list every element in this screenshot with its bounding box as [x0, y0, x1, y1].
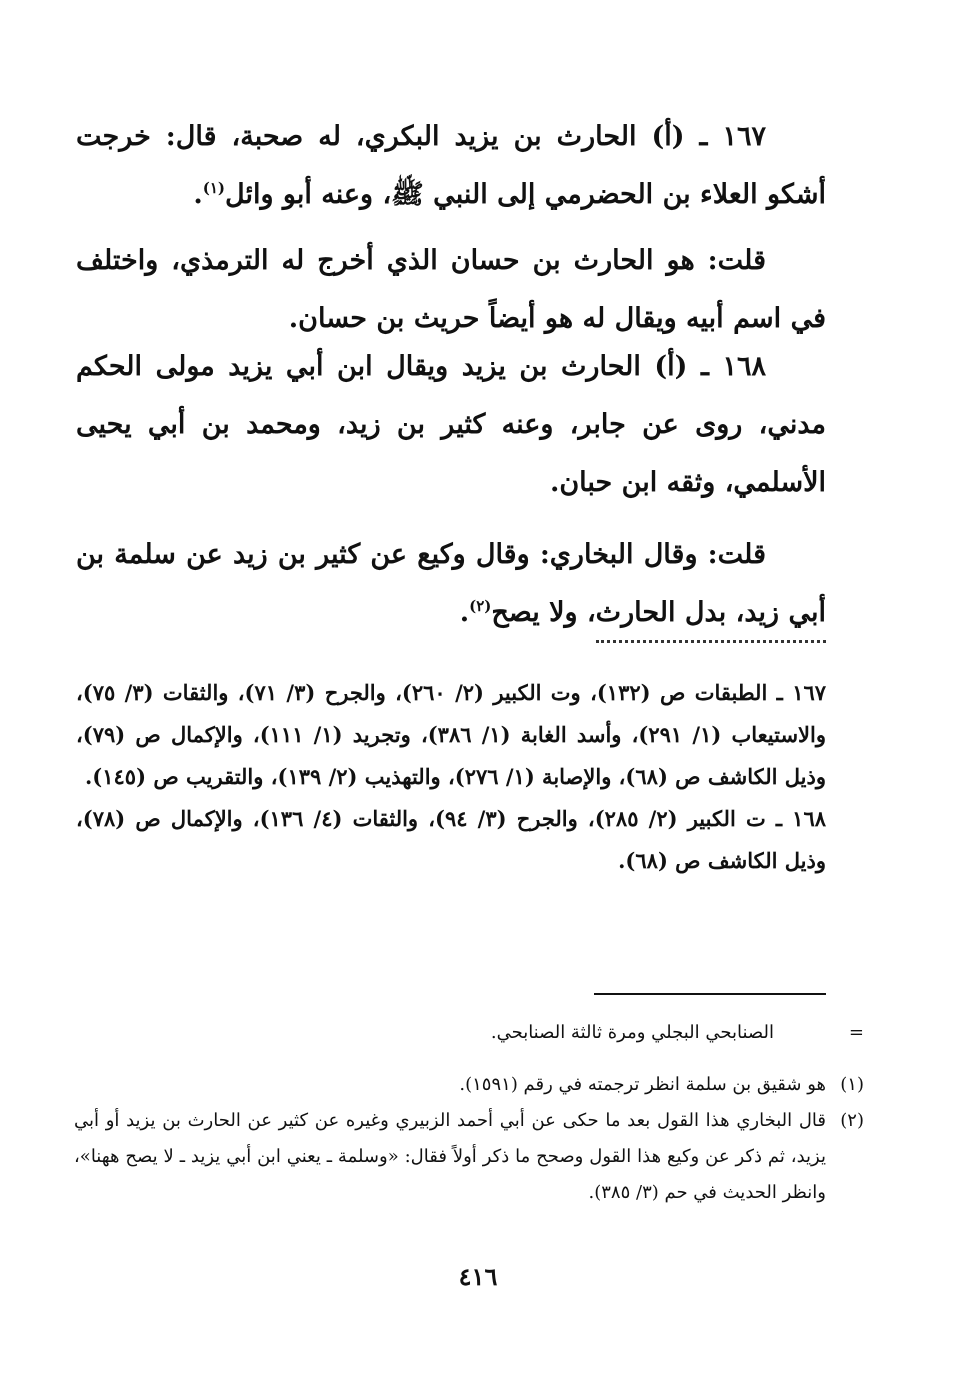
entry-167-note: قلت: هو الحارث بن حسان الذي أخرج له الترمذي، واختلف في اسم أبيه ويقال له هو أيضاً حريث بن حسان.: [76, 245, 826, 334]
entry-167-paragraph: [76, 108, 826, 224]
footnote-continuation: [74, 1015, 864, 1051]
footnotes-block: [74, 1015, 864, 1211]
continuation-text: الصنابحي البجلي ومرة ثالثة الصنابحي.: [490, 1022, 774, 1043]
page-number: ٤١٦: [458, 1262, 498, 1291]
entry-168: [76, 338, 826, 642]
reference-167: ١٦٧ ـ الطبقات ص (١٣٢)، وت الكبير (٢/ ٢٦٠)، والجرح (٣/ ٧١)، والثقات (٣/ ٧٥)، والاستيعاب (١/ ٢٩١)، وأسد الغابة (١/ ٣٨٦)، وتجريد (١/ ١١١)، والإكمال ص (٧٩)، وذيل الكاشف ص (٦٨)، والإصابة (١/ ٢٧٦)، والتهذيب (٢/ ١٣٩)، والتقريب ص (١٤٥).: [76, 680, 827, 789]
footnote-2: [74, 1103, 864, 1211]
footnote-2-number: (٢): [840, 1110, 864, 1131]
footnote-ref-2[interactable]: (٢): [469, 597, 492, 615]
footnote-1-number: (١): [840, 1074, 864, 1095]
footnote-1-text: هو شقيق بن سلمة انظر ترجمته في رقم (١٥٩١).: [459, 1074, 826, 1095]
footnote-1: [74, 1067, 864, 1103]
entry-167-tail: .: [193, 179, 203, 210]
footnote-rule: [594, 993, 826, 995]
entry-168-paragraph: ١٦٨ ـ (أ) الحارث بن يزيد ويقال ابن أبي يزيد مولى الحكم مدني، روى عن جابر، وعنه كثير بن زيد، ومحمد بن أبي يحيى الأسلمي، وثقه ابن حبان.: [76, 351, 826, 498]
entry-168-note: [76, 526, 826, 642]
entry-168-note-text: قلت: وقال البخاري: وقال وكيع عن كثير بن زيد عن سلمة بن أبي زيد، بدل الحارث، ولا يصح: [76, 539, 826, 628]
entry-168-tail: .: [459, 597, 470, 628]
footnote-ref-1[interactable]: (١): [202, 179, 226, 197]
references-block: [76, 672, 826, 882]
reference-168: ١٦٨ ـ ت الكبير (٢/ ٢٨٥)، والجرح (٣/ ٩٤)، والثقات (٤/ ١٣٦)، والإكمال ص (٧٨)، وذيل الكاشف ص (٦٨).: [76, 806, 827, 873]
continuation-mark: =: [848, 1022, 864, 1043]
footnote-2-text: قال البخاري هذا القول بعد ما حكى عن أبي أحمد الزبيري وغيره عن كثير عن الحارث بن يزيد أو أبي يزيد، ثم ذكر عن وكيع هذا القول وصحح ما ذكر أولاً فقال: «وسلمة ـ يعني ابن أبي يزيد ـ لا يصح ههنا»، وانظر الحديث في حم (٣/ ٣٨٥).: [74, 1110, 826, 1203]
dotted-separator: [596, 640, 826, 653]
entry-167-text: ١٦٧ ـ (أ) الحارث بن يزيد البكري، له صحبة، قال: خرجت أشكو العلاء بن الحضرمي إلى النبي ﷺ، وعنه أبو وائل: [76, 121, 826, 210]
entry-167: [76, 108, 826, 348]
